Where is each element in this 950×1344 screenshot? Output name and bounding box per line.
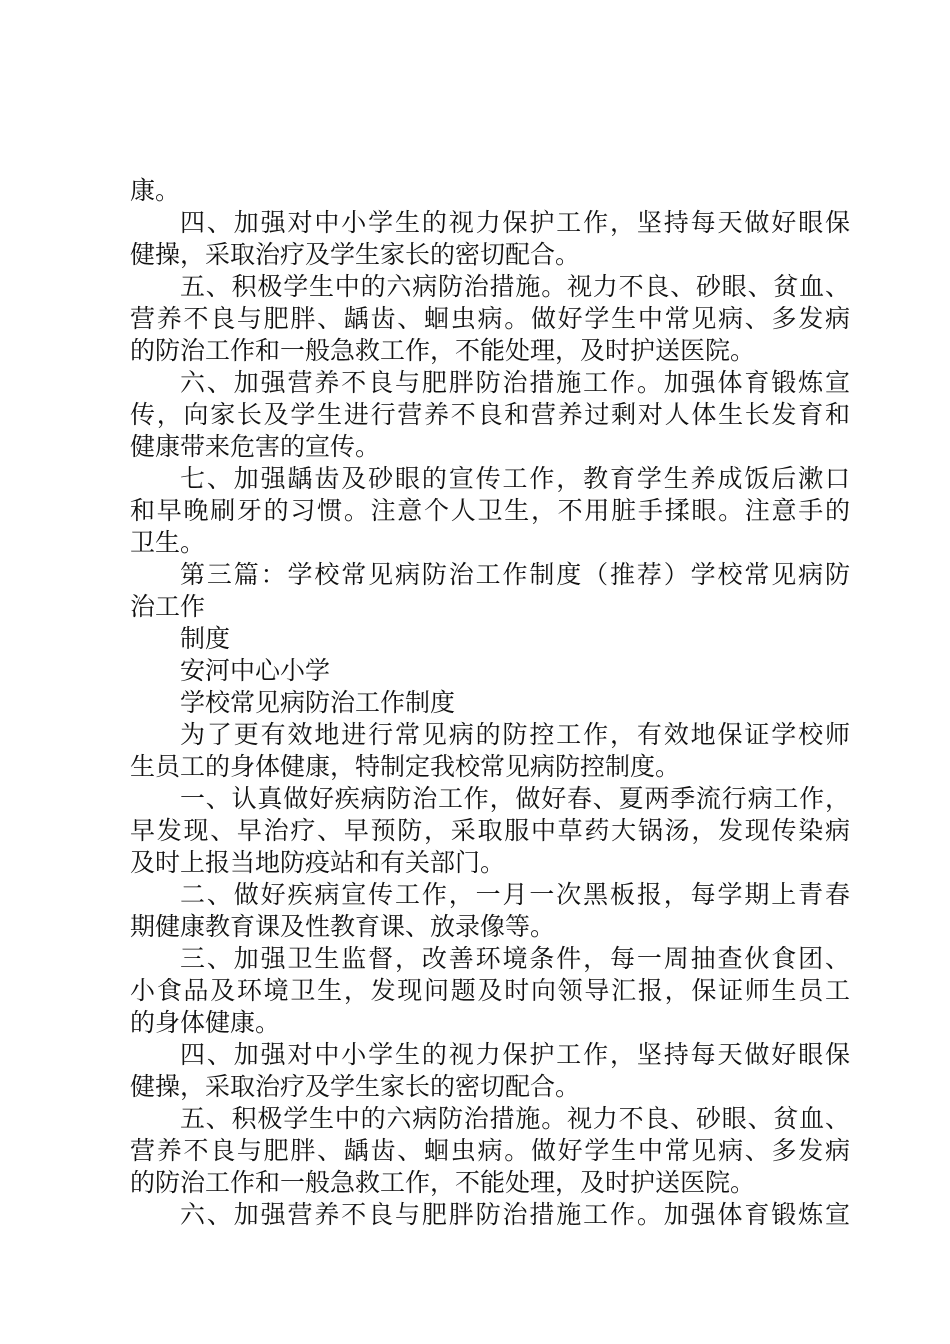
paragraph-start-line: 六、加强营养不良与肥胖防治措施工作。加强体育锻炼宣 — [180, 368, 850, 397]
section-heading-line: 第三篇：学校常见病防治工作制度（推荐）学校常见病防 — [180, 560, 850, 589]
paragraph-start-line: 五、积极学生中的六病防治措施。视力不良、砂眼、贫血、 — [180, 1104, 850, 1133]
paragraph-start-line: 一、认真做好疾病防治工作，做好春、夏两季流行病工作， — [180, 784, 850, 813]
paragraph-start-line: 四、加强对中小学生的视力保护工作，坚持每天做好眼保 — [180, 1040, 850, 1069]
paragraph-start-line: 七、加强龋齿及砂眼的宣传工作，教育学生养成饭后漱口 — [180, 464, 850, 493]
text-line: 健操，采取治疗及学生家长的密切配合。 — [130, 240, 581, 269]
text-line: 期健康教育课及性教育课、放录像等。 — [130, 912, 556, 941]
text-line: 的防治工作和一般急救工作，不能处理，及时护送医院。 — [130, 336, 756, 365]
paragraph-start-line: 为了更有效地进行常见病的防控工作，有效地保证学校师 — [180, 720, 850, 749]
paragraph-start-line: 六、加强营养不良与肥胖防治措施工作。加强体育锻炼宣 — [180, 1200, 850, 1229]
text-line: 早发现、早治疗、早预防，采取服中草药大锅汤，发现传染病 — [130, 816, 850, 845]
text-line: 传，向家长及学生进行营养不良和营养过剩对人体生长发育和 — [130, 400, 850, 429]
paragraph-start-line: 三、加强卫生监督，改善环境条件，每一周抽查伙食团、 — [180, 944, 850, 973]
school-name: 安河中心小学 — [180, 656, 331, 685]
paragraph-start-line: 四、加强对中小学生的视力保护工作，坚持每天做好眼保 — [180, 208, 850, 237]
heading-line: 制度 — [180, 624, 231, 653]
text-line: 营养不良与肥胖、龋齿、蛔虫病。做好学生中常见病、多发病 — [130, 304, 850, 333]
text-line: 小食品及环境卫生，发现问题及时向领导汇报，保证师生员工 — [130, 976, 850, 1005]
text-line: 的身体健康。 — [130, 1008, 281, 1037]
text-line: 及时上报当地防疫站和有关部门。 — [130, 848, 506, 877]
text-line: 的防治工作和一般急救工作，不能处理，及时护送医院。 — [130, 1168, 756, 1197]
paragraph-start-line: 五、积极学生中的六病防治措施。视力不良、砂眼、贫血、 — [180, 272, 850, 301]
section-heading-line: 治工作 — [130, 592, 206, 621]
text-line: 卫生。 — [130, 528, 206, 557]
document-title: 学校常见病防治工作制度 — [180, 688, 456, 717]
text-line: 生员工的身体健康，特制定我校常见病防控制度。 — [130, 752, 681, 781]
text-line: 健操，采取治疗及学生家长的密切配合。 — [130, 1072, 581, 1101]
text-line: 康。 — [130, 176, 181, 205]
text-line: 和早晚刷牙的习惯。注意个人卫生，不用脏手揉眼。注意手的 — [130, 496, 850, 525]
text-line: 营养不良与肥胖、龋齿、蛔虫病。做好学生中常见病、多发病 — [130, 1136, 850, 1165]
paragraph-start-line: 二、做好疾病宣传工作，一月一次黑板报，每学期上青春 — [180, 880, 850, 909]
text-line: 健康带来危害的宣传。 — [130, 432, 381, 461]
